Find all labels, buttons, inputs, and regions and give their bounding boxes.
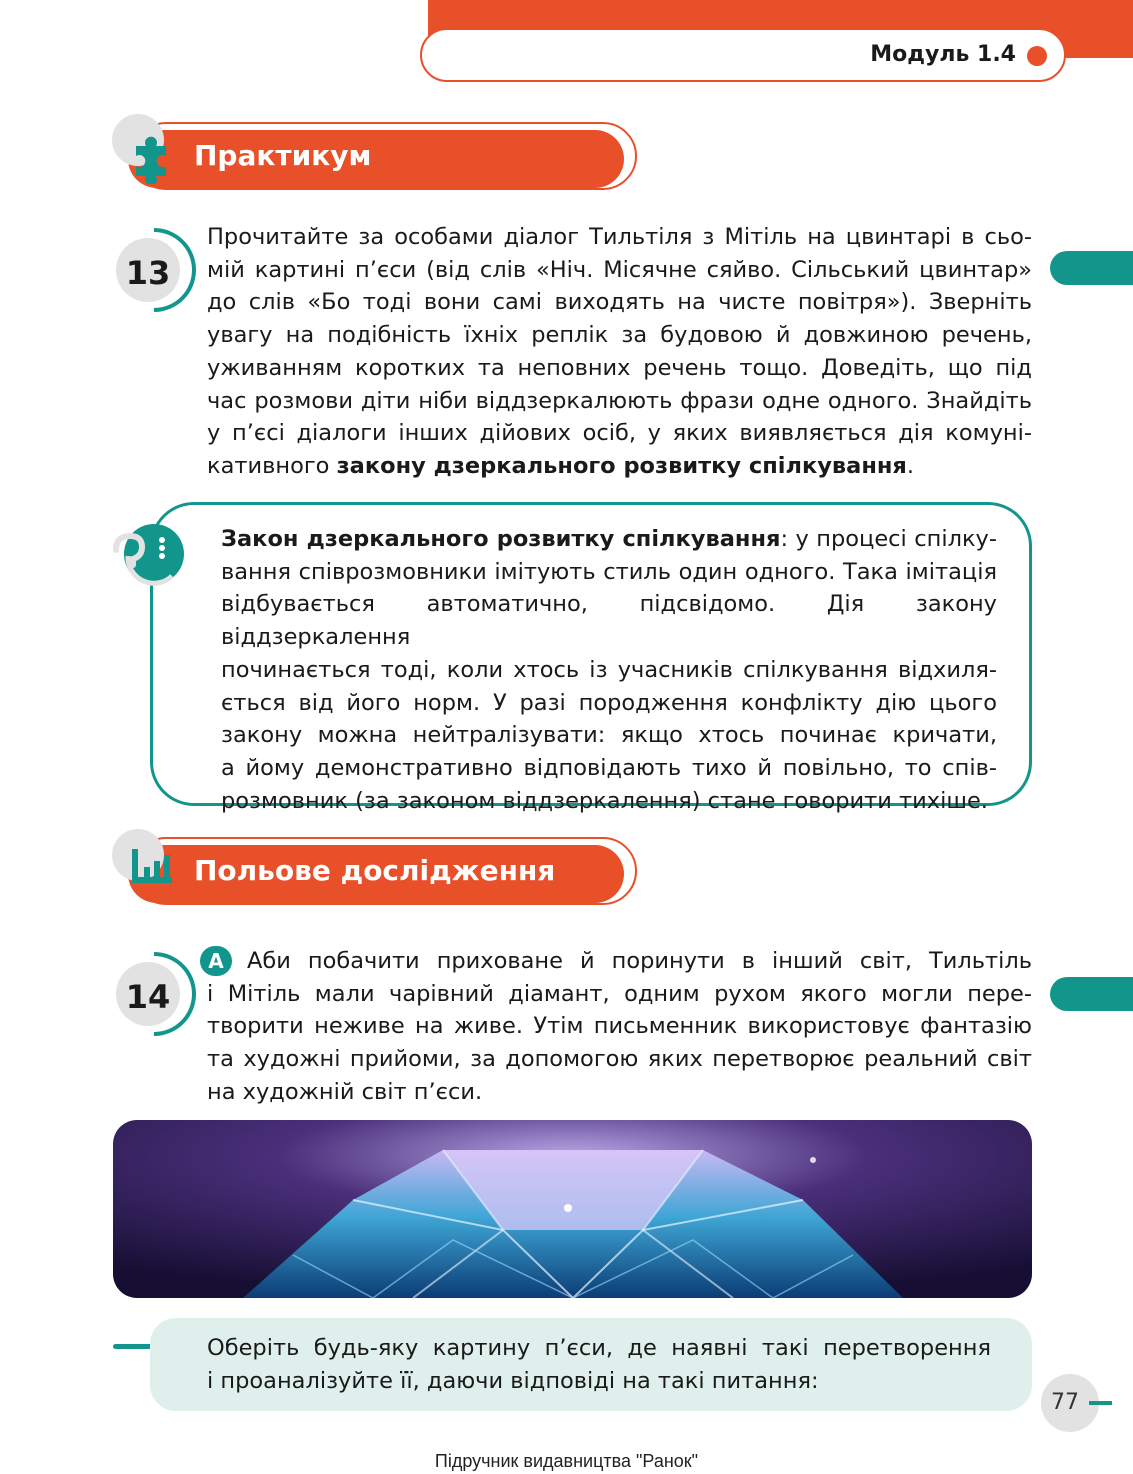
- task13-last-end: .: [906, 452, 915, 479]
- law-first-rest: : у процесі спілку-: [780, 526, 997, 552]
- task14-text: [207, 945, 1032, 1109]
- section-title: Практикум: [194, 139, 372, 172]
- module-dot: [1027, 46, 1047, 66]
- bar-chart-icon: [130, 847, 178, 895]
- page-number-line: [1089, 1401, 1112, 1405]
- task13-last-start: кативного: [207, 452, 337, 479]
- law-line-first: [221, 523, 997, 556]
- task13-line: увагу на подібність їхніх реплік за будовою й довжиною речень,: [207, 322, 1032, 349]
- bottom-text: [207, 1332, 991, 1397]
- footer-publisher: Підручник видавництва "Ранок": [434, 1451, 699, 1471]
- section-practicum: [112, 114, 637, 206]
- law-line: а йому демонстративно відповідають тихо й повільно, то спів-: [221, 754, 997, 781]
- module-badge: [420, 28, 1066, 82]
- page-number: 77: [1051, 1390, 1079, 1415]
- law-line: починається тоді, коли хтось із учасників спілкування відхиля-: [221, 656, 997, 683]
- task13-line: мій картині п’єси (від слів «Ніч. Місячне сяйво. Сільський цвинтар»: [207, 256, 1032, 283]
- task-number-text: 14: [125, 978, 171, 1016]
- law-line: закону можна нейтралізувати: якщо хтось починає кричати,: [221, 722, 997, 749]
- puzzle-icon: [128, 128, 184, 184]
- task-number-14: [112, 952, 194, 1034]
- task13-line: у п’єсі діалоги інших дійових осіб, у яких виявляється дія комуні-: [207, 420, 1032, 447]
- module-label: Модуль 1.4: [870, 42, 1016, 67]
- question-icon: [112, 516, 192, 596]
- task-number-text: 13: [125, 254, 171, 292]
- law-title: Закон дзеркального розвитку спілкування: [221, 526, 781, 552]
- bottom-line: Оберіть будь-яку картину п’єси, де наявні такі перетворення: [207, 1335, 991, 1361]
- law-line: ється від його норм. У разі породження конфлікту дію цього: [221, 689, 997, 716]
- task13-last-bold: закону дзеркального розвитку спілкування: [336, 452, 907, 479]
- section-title: Польове дослідження: [194, 854, 556, 887]
- task-number-13: [112, 228, 194, 310]
- task13-text: [207, 221, 1032, 483]
- bottom-line: і проаналізуйте її, даючи відповіді на такі питання:: [207, 1367, 819, 1394]
- task14-line: і Мітіль мали чарівний діамант, одним рухом якого могли пере-: [207, 980, 1032, 1007]
- diamond-image: [113, 1120, 1032, 1298]
- task14-line: та художні прийоми, за допомогою яких перетворює реальний світ: [207, 1046, 1032, 1073]
- task14-line-first: Аби побачити приховане й поринути в інший світ, Тильтіль: [247, 948, 1032, 974]
- task13-line: до слів «Бо тоді вони самі виходять на чисте повітря»). Зверніть: [207, 289, 1032, 316]
- task14-line: на художній світ п’єси.: [207, 1078, 483, 1105]
- law-line: вання співрозмовники імітують стиль один одного. Така імітація: [221, 558, 997, 585]
- task13-line: час розмови діти ніби віддзеркалюють фрази одне одного. Знайдіть: [207, 387, 1032, 414]
- task13-line: Прочитайте за особами діалог Тильтіля з Мітіль на цвинтарі в сьо-: [207, 224, 1032, 250]
- side-tab-14: [1050, 977, 1133, 1011]
- variant-a-badge: А: [200, 946, 232, 976]
- law-line: розмовник (за законом віддзеркалення) стане говорити тихіше.: [221, 787, 988, 814]
- section-field-research: [112, 829, 637, 921]
- law-line: відбувається автоматично, підсвідомо. Дія закону віддзеркалення: [221, 591, 997, 651]
- law-text: [221, 523, 997, 817]
- task13-line: уживанням коротких та неповних речень тощо. Доведіть, що під: [207, 354, 1032, 381]
- task14-line: творити неживе на живе. Утім письменник використовує фантазію: [207, 1013, 1032, 1040]
- task13-line-last: [207, 450, 1032, 483]
- side-tab-13: [1050, 251, 1133, 285]
